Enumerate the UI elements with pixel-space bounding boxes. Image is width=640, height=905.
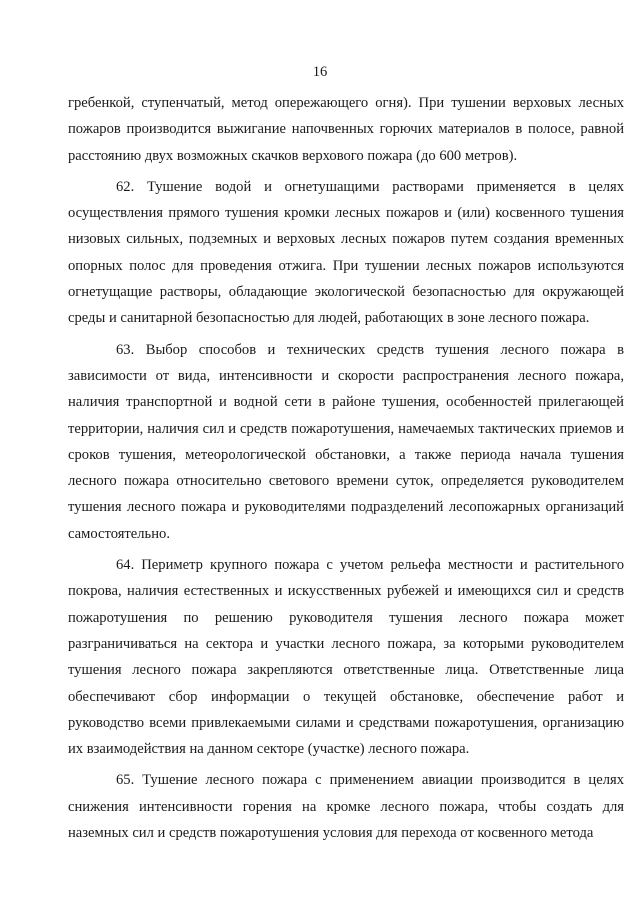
paragraph-63: 63. Выбор способов и технических средств тушения лесного пожара в зависимости от вида, интенсивности и скорости распространения лесного пожара, наличия транспортной и водной сети в районе тушения, особенностей прилегающей территории, наличия сил и средств пожаротушения, намечаемых тактических приемов и сроков тушения, метеорологической обстановки, а также периода начала тушения лесного пожара относительно светового времени суток, определяется руководителем тушения лесного пожара и руководителями подразделений лесопожарных организаций самостоятельно. bbox=[68, 341, 624, 542]
paragraph-62: 62. Тушение водой и огнетушащими растворами применяется в целях осуществления прямого тушения кромки лесных пожаров и (или) косвенного тушения низовых сильных, подземных и верховых лесных пожаров путем создания временных опорных полос для проведения отжига. При тушении лесных пожаров используются огнетущащие растворы, обладающие экологической безопасностью для окружающей среды и санитарной безопасностью для людей, работающих в зоне лесного пожара. bbox=[68, 178, 624, 327]
paragraph-64: 64. Периметр крупного пожара с учетом рельефа местности и растительного покрова, наличия естественных и искусственных рубежей и имеющихся сил и средств пожаротушения по решению руководителя тушения лесного пожара может разграничиваться на сектора и участки лесного пожара, за которыми руководителем тушения лесного пожара закрепляются ответственные лица. Ответственные лица обеспечивают сбор информации о текущей обстановке, обеспечение работ и руководство всеми привлекаемыми силами и средствами пожаротушения, организацию их взаимодействия на данном секторе (участке) лесного пожара. bbox=[68, 557, 624, 758]
page-number: 16 bbox=[312, 64, 328, 80]
document-body bbox=[68, 90, 624, 846]
paragraph-continuation: гребенкой, ступенчатый, метод опережающего огня). При тушении верховых лесных пожаров производится выжигание напочвенных горючих материалов в полосе, равной расстоянию двух возможных скачков верхового пожара (до 600 метров). bbox=[68, 95, 624, 164]
paragraph-65: 65. Тушение лесного пожара с применением авиации производится в целях снижения интенсивности горения на кромке лесного пожара, чтобы создать для наземных сил и средств пожаротушения условия для перехода от косвенного метода bbox=[68, 772, 624, 842]
